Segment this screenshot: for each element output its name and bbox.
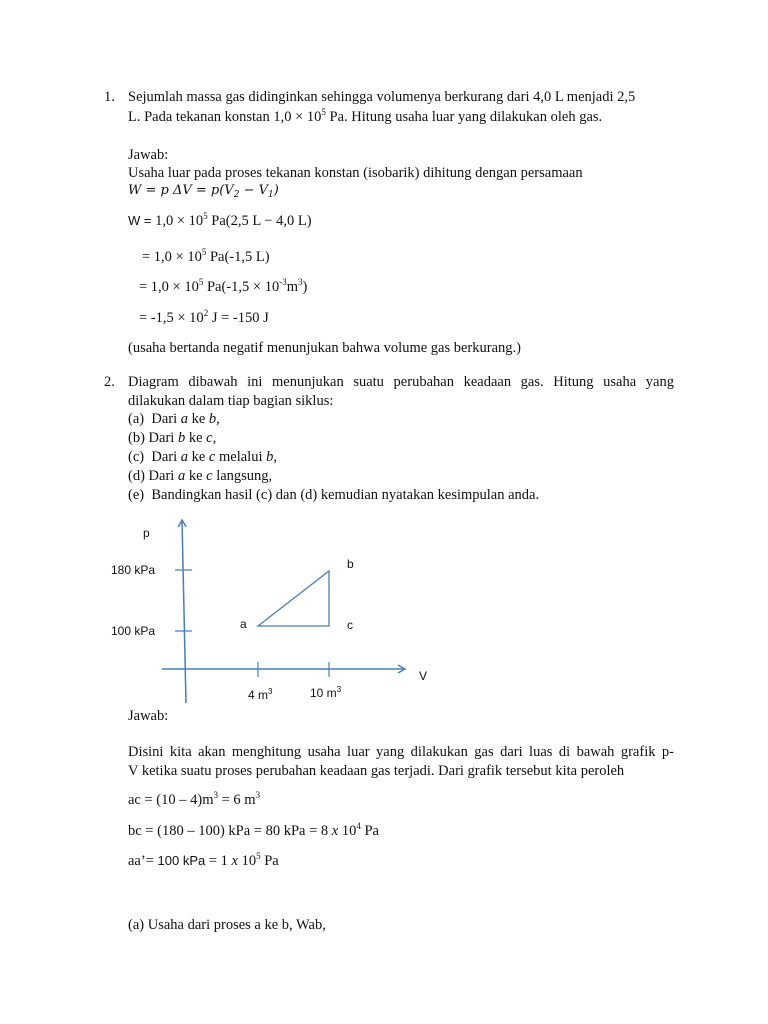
question-1-number: 1.	[104, 89, 115, 105]
point-c-label: c	[347, 618, 353, 632]
answer-2-para-2: V ketika suatu proses perubahan keadaan gas terjadi. Dari grafik tersebut kita peroleh	[128, 763, 625, 779]
answer-2a-heading: (a) Usaha dari proses a ke b, Wab,	[128, 917, 326, 933]
calc-step-3: = $1,0 \times 10^5$ $Pa(-1,5 \times 10^{-3}m^3)$	[139, 277, 308, 295]
tick-label-4: 4 $m^3$	[248, 687, 273, 702]
calc-step-1: $W = 1,0 \times 10^5$ Pa(2,5 L − 4,0 L)	[128, 211, 312, 229]
aa-value: aa’= 100 kPa = 1 x $10^5$ Pa	[128, 851, 279, 869]
v-axis-label: V	[419, 669, 428, 683]
subquestion-d: (d) Dari a ke c langsung,	[128, 468, 273, 484]
question-2-line-1: Diagram dibawah ini menunjukan suatu perubahan keadaan gas. Hitung usaha yang	[128, 374, 674, 390]
question-2-line-2: dilakukan dalam tiap bagian siklus:	[128, 393, 334, 409]
p-axis	[182, 520, 186, 703]
ac-value: ac = $(10 - 4)m^3 = 6$ $m^3$	[128, 790, 261, 808]
subquestion-a: (a) Dari a ke b,	[128, 411, 220, 427]
subquestion-c: (c) Dari a ke c melalui b,	[128, 449, 277, 465]
bc-value: bc = (180 – 100) kPa = 80 kPa = 8 x $10^4$ Pa	[128, 821, 379, 839]
subquestion-b: (b) Dari b ke c,	[128, 430, 217, 446]
answer-label-2: Jawab:	[128, 708, 169, 724]
note-1: (usaha bertanda negatif menunjukan bahwa volume gas berkurang.)	[128, 340, 521, 356]
subquestion-e: (e) Bandingkan hasil (c) dan (d) kemudian nyatakan kesimpulan anda.	[128, 487, 540, 503]
answer-2-para-1: Disini kita akan menghitung usaha luar yang dilakukan gas dari luas di bawah grafik p-	[128, 744, 674, 760]
calc-step-4: = $-1,5 \times 10^2$ J = -150 J	[139, 308, 269, 326]
answer-label-1: Jawab:	[128, 147, 169, 163]
question-1-line-1: Sejumlah massa gas didinginkan sehingga volumenya berkurang dari 4,0 L menjadi 2,5	[128, 89, 636, 105]
work-formula: W = p $\Delta V = p(V_2 - V_1)$	[128, 183, 279, 200]
point-b-label: b	[347, 557, 354, 571]
tick-label-100: 100 kPa	[111, 624, 156, 638]
explanation-1: Usaha luar pada proses tekanan konstan (isobarik) dihitung dengan persamaan	[128, 165, 583, 181]
question-1-line-2: L. Pada tekanan konstan $1,0 \times 10^5$ Pa. Hitung usaha luar yang dilakukan oleh gas.	[128, 107, 603, 125]
process-triangle	[258, 571, 329, 626]
calc-step-2: = $1,0 \times 10^5$ Pa(-1,5 L)	[142, 247, 270, 265]
tick-label-180: 180 kPa	[111, 563, 156, 577]
question-2-number: 2.	[104, 374, 115, 390]
tick-label-10: 10 $m^3$	[310, 685, 342, 700]
point-a-label: a	[240, 617, 247, 631]
p-axis-label: p	[143, 526, 150, 540]
